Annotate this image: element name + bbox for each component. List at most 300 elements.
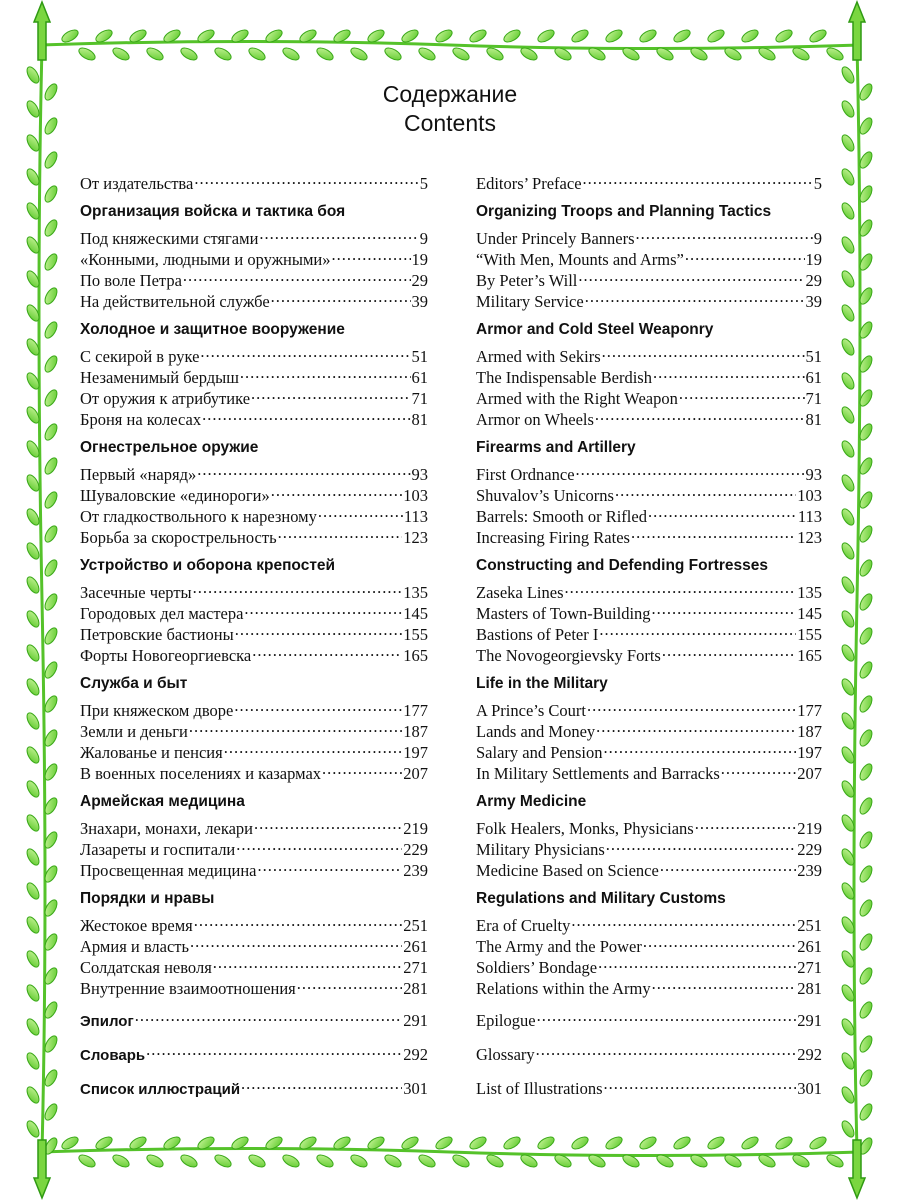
toc-entry-title: Словарь xyxy=(80,1047,146,1064)
leaf-icon xyxy=(145,1153,165,1170)
toc-entry-page: 9 xyxy=(419,229,428,248)
heading-title-en: Contents xyxy=(403,110,497,136)
toc-entry-title: Незаменимый бердыш xyxy=(80,368,239,387)
toc-entry[interactable] xyxy=(80,1005,428,1030)
leaf-icon xyxy=(840,541,857,561)
toc-entry-title: List of Illustrations xyxy=(476,1079,603,1098)
leader-dots xyxy=(189,716,402,737)
leaf-icon xyxy=(451,46,471,63)
leaf-icon xyxy=(570,1135,590,1152)
leaf-icon xyxy=(858,898,875,918)
leaf-icon xyxy=(43,558,60,578)
leaf-icon xyxy=(111,1153,131,1170)
leader-dots xyxy=(596,716,796,737)
toc-entry-title: От гладкоствольного к нарезному xyxy=(80,507,317,526)
leader-dots xyxy=(679,383,805,404)
toc-entry[interactable] xyxy=(80,813,428,838)
toc-entry-title: A Prince’s Court xyxy=(476,701,586,720)
leaf-icon xyxy=(858,728,875,748)
leaf-icon xyxy=(43,252,60,272)
toc-entry-page: 207 xyxy=(403,764,428,783)
leader-dots xyxy=(595,404,805,425)
leaf-icon xyxy=(825,46,845,63)
leaf-icon xyxy=(43,490,60,510)
toc-entry-title: Bastions of Peter I xyxy=(476,625,599,644)
leaf-icon xyxy=(706,28,726,45)
toc-entry-title: Жестокое время xyxy=(80,916,193,935)
toc-entry[interactable] xyxy=(476,813,822,838)
toc-entry[interactable] xyxy=(80,910,428,935)
leader-dots xyxy=(602,341,805,362)
leader-dots xyxy=(197,459,410,480)
toc-entry-title: Barrels: Smooth or Rifled xyxy=(476,507,647,526)
page-heading xyxy=(0,80,900,138)
toc-entry-page: 219 xyxy=(797,819,822,838)
toc-entry-page: 291 xyxy=(403,1011,428,1030)
toc-entry[interactable] xyxy=(476,695,822,720)
toc-entry-page: 19 xyxy=(805,250,822,269)
leaf-icon xyxy=(77,1153,97,1170)
leader-dots xyxy=(598,952,796,973)
leader-dots xyxy=(332,244,411,265)
leader-dots xyxy=(695,813,797,834)
toc-entry-title: Лазареты и госпитали xyxy=(80,840,236,859)
leaf-icon xyxy=(111,46,131,63)
leader-dots xyxy=(271,286,411,307)
leaf-icon xyxy=(25,949,42,969)
toc-entry-page: 155 xyxy=(403,625,428,644)
toc-entry-page: 187 xyxy=(403,722,428,741)
leaf-icon xyxy=(43,1102,60,1122)
toc-entry-page: 155 xyxy=(797,625,822,644)
toc-section-heading: Firearms and Artillery xyxy=(476,439,636,456)
toc-entry-page: 239 xyxy=(797,861,822,880)
leader-dots xyxy=(537,1005,797,1026)
leader-dots xyxy=(271,480,403,501)
toc-entry-page: 123 xyxy=(797,528,822,547)
toc-entry-title: От оружия к атрибутике xyxy=(80,389,251,408)
toc-entry-page: 103 xyxy=(797,486,822,505)
leader-dots xyxy=(297,973,402,994)
leaf-icon xyxy=(774,28,794,45)
toc-entry[interactable] xyxy=(80,168,428,193)
leader-dots xyxy=(603,737,796,758)
leader-dots xyxy=(648,501,797,522)
toc-entry-page: 207 xyxy=(797,764,822,783)
toc-entry-page: 51 xyxy=(411,347,428,366)
toc-section-heading: Organizing Troops and Planning Tactics xyxy=(476,203,772,220)
toc-entry[interactable] xyxy=(80,695,428,720)
leader-dots xyxy=(202,404,410,425)
toc-entry-page: 229 xyxy=(797,840,822,859)
toc-entry-page: 145 xyxy=(797,604,822,623)
leaf-icon xyxy=(858,1102,875,1122)
leaf-icon xyxy=(25,507,42,527)
leaf-icon xyxy=(25,983,42,1003)
leaf-icon xyxy=(43,218,60,238)
leader-dots xyxy=(241,1073,402,1094)
leaf-icon xyxy=(43,150,60,170)
leader-dots xyxy=(251,383,410,404)
toc-entry-page: 292 xyxy=(797,1045,822,1064)
leader-dots xyxy=(536,1039,797,1060)
toc-entry-title: Список иллюстраций xyxy=(80,1081,241,1098)
leaf-icon xyxy=(604,1135,624,1152)
leaf-icon xyxy=(434,28,454,45)
leader-dots xyxy=(615,480,796,501)
leader-dots xyxy=(660,855,796,876)
leaf-icon xyxy=(60,1135,80,1152)
leader-dots xyxy=(578,265,804,286)
leaf-icon xyxy=(840,473,857,493)
toc-entry[interactable] xyxy=(476,1039,822,1064)
leaf-icon xyxy=(43,320,60,340)
leader-dots xyxy=(193,577,403,598)
leaf-icon xyxy=(417,46,437,63)
toc-entry-title: Шуваловские «единороги» xyxy=(80,486,270,505)
leaf-icon xyxy=(485,46,505,63)
toc-entry-page: 9 xyxy=(813,229,822,248)
leaf-icon xyxy=(43,1068,60,1088)
leader-dots xyxy=(576,459,805,480)
leader-dots xyxy=(662,640,796,661)
toc-entry-title: Броня на колесах xyxy=(80,410,202,429)
toc-entry-title: Zaseka Lines xyxy=(476,583,564,602)
leaf-icon xyxy=(145,46,165,63)
toc-entry-page: 261 xyxy=(797,937,822,956)
leaf-icon xyxy=(858,1034,875,1054)
leaf-icon xyxy=(858,796,875,816)
toc-entry-title: Армия и власть xyxy=(80,937,190,956)
toc-entry-title: Внутренние взаимоотношения xyxy=(80,979,296,998)
leaf-icon xyxy=(808,28,828,45)
toc-entry-page: 5 xyxy=(419,174,428,193)
toc-entry-page: 39 xyxy=(411,292,428,311)
leaf-icon xyxy=(502,28,522,45)
leaf-icon xyxy=(315,46,335,63)
toc-section-heading: Army Medicine xyxy=(476,793,587,810)
leaf-icon xyxy=(25,711,42,731)
toc-entry-title: Просвещенная медицина xyxy=(80,861,257,880)
leader-dots xyxy=(318,501,403,522)
leaf-icon xyxy=(281,46,301,63)
leader-dots xyxy=(322,758,402,779)
leader-dots xyxy=(278,522,403,543)
leaf-icon xyxy=(858,626,875,646)
leader-dots xyxy=(653,362,805,383)
leaf-icon xyxy=(383,46,403,63)
toc-entry-title: In Military Settlements and Barracks xyxy=(476,764,720,783)
leaf-icon xyxy=(43,184,60,204)
leader-dots xyxy=(183,265,411,286)
toc-section-heading: Огнестрельное оружие xyxy=(80,439,259,456)
toc-entry-page: 197 xyxy=(403,743,428,762)
toc-entry-page: 281 xyxy=(797,979,822,998)
toc-entry-page: 71 xyxy=(411,389,428,408)
leader-dots xyxy=(721,758,796,779)
toc-entry-title: Masters of Town-Building xyxy=(476,604,651,623)
toc-entry-page: 39 xyxy=(805,292,822,311)
toc-entry-page: 61 xyxy=(805,368,822,387)
leaf-icon xyxy=(43,354,60,374)
leaf-icon xyxy=(858,694,875,714)
leader-dots xyxy=(135,1005,403,1026)
leaf-icon xyxy=(25,847,42,867)
leaf-icon xyxy=(840,303,857,323)
leaf-icon xyxy=(840,439,857,459)
toc-entry-page: 187 xyxy=(797,722,822,741)
toc-entry-title: Military Service xyxy=(476,292,584,311)
toc-entry-title: Relations within the Army xyxy=(476,979,651,998)
toc-entry[interactable] xyxy=(476,910,822,935)
leader-dots xyxy=(631,522,796,543)
leaf-icon xyxy=(281,1153,301,1170)
leaf-icon xyxy=(213,46,233,63)
toc-entry[interactable] xyxy=(80,577,428,602)
toc-entry-page: 292 xyxy=(403,1045,428,1064)
toc-entry-title: При княжеском дворе xyxy=(80,701,234,720)
toc-entry-page: 5 xyxy=(813,174,822,193)
leaf-icon xyxy=(858,966,875,986)
leaf-icon xyxy=(840,235,857,255)
toc-entry-page: 229 xyxy=(403,840,428,859)
leaf-icon xyxy=(840,201,857,221)
toc-entry-page: 219 xyxy=(403,819,428,838)
leaf-icon xyxy=(43,660,60,680)
leaf-icon xyxy=(25,643,42,663)
toc-entry-title: First Ordnance xyxy=(476,465,575,484)
toc-entry-page: 165 xyxy=(403,646,428,665)
toc-entry-title: Эпилог xyxy=(80,1013,134,1030)
leader-dots xyxy=(200,341,410,362)
toc-entry[interactable] xyxy=(476,459,822,484)
leader-dots xyxy=(146,1039,402,1060)
toc-entry-title: Петровские бастионы xyxy=(80,625,234,644)
leaf-icon xyxy=(25,881,42,901)
leader-dots xyxy=(244,598,402,619)
toc-entry-page: 123 xyxy=(403,528,428,547)
toc-entry-page: 165 xyxy=(797,646,822,665)
leaf-icon xyxy=(808,1135,828,1152)
toc-entry-title: Military Physicians xyxy=(476,840,605,859)
leaf-icon xyxy=(417,1153,437,1170)
leader-dots xyxy=(652,973,797,994)
leaf-icon xyxy=(840,507,857,527)
contents-column-en xyxy=(476,168,822,1098)
leaf-icon xyxy=(858,932,875,952)
toc-entry-page: 135 xyxy=(403,583,428,602)
leaf-icon xyxy=(638,1135,658,1152)
toc-entry-page: 29 xyxy=(805,271,822,290)
leaf-icon xyxy=(383,1153,403,1170)
leaf-icon xyxy=(247,1153,267,1170)
leaf-icon xyxy=(43,388,60,408)
leader-dots xyxy=(652,598,797,619)
toc-entry-page: 71 xyxy=(805,389,822,408)
toc-entry-title: Increasing Firing Rates xyxy=(476,528,630,547)
leader-dots xyxy=(213,952,402,973)
toc-entry-page: 251 xyxy=(797,916,822,935)
toc-entry-title: Under Princely Banners xyxy=(476,229,635,248)
leaf-icon xyxy=(858,1000,875,1020)
toc-entry-page: 93 xyxy=(805,465,822,484)
leaf-icon xyxy=(43,592,60,612)
leaf-icon xyxy=(858,762,875,782)
leader-dots xyxy=(259,223,418,244)
leaf-icon xyxy=(638,28,658,45)
leader-dots xyxy=(587,695,796,716)
leaf-icon xyxy=(43,286,60,306)
leaf-icon xyxy=(840,405,857,425)
leader-dots xyxy=(194,910,403,931)
toc-entry-title: Земли и деньги xyxy=(80,722,188,741)
toc-entry-title: The Army and the Power xyxy=(476,937,642,956)
leader-dots xyxy=(252,640,402,661)
leaf-icon xyxy=(25,1119,42,1139)
leader-dots xyxy=(235,619,403,640)
toc-entry-page: 197 xyxy=(797,743,822,762)
leaf-icon xyxy=(247,46,267,63)
leaf-icon xyxy=(25,813,42,833)
toc-entry[interactable] xyxy=(80,223,428,248)
leader-dots xyxy=(234,695,402,716)
leaf-icon xyxy=(400,1135,420,1152)
leaf-icon xyxy=(858,864,875,884)
leaf-icon xyxy=(840,337,857,357)
toc-entry[interactable] xyxy=(476,1073,822,1098)
toc-entry-page: 177 xyxy=(403,701,428,720)
toc-entry-title: The Indispensable Berdish xyxy=(476,368,652,387)
toc-entry-title: Жалованье и пенсия xyxy=(80,743,223,762)
toc-entry-page: 271 xyxy=(797,958,822,977)
leaf-icon xyxy=(858,592,875,612)
leaf-icon xyxy=(25,915,42,935)
leaf-icon xyxy=(25,745,42,765)
leaf-icon xyxy=(60,28,80,45)
leaf-icon xyxy=(25,609,42,629)
leaf-icon xyxy=(25,1017,42,1037)
leaf-icon xyxy=(451,1153,471,1170)
contents-column-ru xyxy=(80,168,428,1098)
leaf-icon xyxy=(43,524,60,544)
leaf-icon xyxy=(740,1135,760,1152)
toc-entry[interactable] xyxy=(476,168,822,193)
toc-entry-title: Folk Healers, Monks, Physicians xyxy=(476,819,694,838)
leader-dots xyxy=(636,223,813,244)
toc-entry-title: Первый «наряд» xyxy=(80,465,197,484)
leader-dots xyxy=(190,931,402,952)
toc-entry[interactable] xyxy=(476,1005,822,1030)
leaf-icon xyxy=(400,28,420,45)
toc-entry-page: 291 xyxy=(797,1011,822,1030)
toc-section-heading: Life in the Military xyxy=(476,675,608,692)
heading-title-ru: Содержание xyxy=(382,81,518,107)
toc-entry-title: Epilogue xyxy=(476,1011,536,1030)
toc-entry-title: The Novogeorgievsky Forts xyxy=(476,646,661,665)
toc-entry-page: 239 xyxy=(403,861,428,880)
toc-entry[interactable] xyxy=(80,1039,428,1064)
toc-entry-title: Форты Новогеоргиевска xyxy=(80,646,252,665)
toc-entry-page: 113 xyxy=(403,507,428,526)
toc-section-heading: Порядки и нравы xyxy=(80,890,215,907)
leaf-icon xyxy=(604,28,624,45)
toc-entry-title: По воле Петра xyxy=(80,271,182,290)
toc-entry-title: Под княжескими стягами xyxy=(80,229,259,248)
toc-section-heading: Холодное и защитное вооружение xyxy=(80,321,345,338)
toc-entry-page: 251 xyxy=(403,916,428,935)
toc-entry-page: 177 xyxy=(797,701,822,720)
leaf-icon xyxy=(570,28,590,45)
leaf-icon xyxy=(858,660,875,680)
toc-entry-page: 261 xyxy=(403,937,428,956)
toc-entry-title: Salary and Pension xyxy=(476,743,603,762)
toc-entry-page: 135 xyxy=(797,583,822,602)
toc-entry-title: Знахари, монахи, лекари xyxy=(80,819,254,838)
toc-entry[interactable] xyxy=(80,459,428,484)
toc-section-heading: Regulations and Military Customs xyxy=(476,890,726,907)
leaf-icon xyxy=(858,830,875,850)
toc-entry-page: 271 xyxy=(403,958,428,977)
leader-dots xyxy=(585,286,805,307)
leaf-icon xyxy=(25,1085,42,1105)
leaf-icon xyxy=(858,558,875,578)
leaf-icon xyxy=(315,1153,335,1170)
toc-entry-title: Era of Cruelty xyxy=(476,916,571,935)
leader-dots xyxy=(685,244,805,265)
leaf-icon xyxy=(485,1153,505,1170)
toc-entry-page: 113 xyxy=(797,507,822,526)
toc-entry-title: Засечные черты xyxy=(80,583,192,602)
toc-entry-title: С секирой в руке xyxy=(80,347,200,366)
leader-dots xyxy=(583,168,813,189)
toc-entry-title: Soldiers’ Bondage xyxy=(476,958,598,977)
leaf-icon xyxy=(825,1153,845,1170)
toc-entry-title: В военных поселениях и казармах xyxy=(80,764,322,783)
toc-entry-title: Борьба за скорострельность xyxy=(80,528,277,547)
toc-entry[interactable] xyxy=(476,341,822,366)
leaf-icon xyxy=(43,456,60,476)
leader-dots xyxy=(606,834,796,855)
leaf-icon xyxy=(25,677,42,697)
toc-entry-page: 19 xyxy=(411,250,428,269)
toc-entry-page: 301 xyxy=(403,1079,428,1098)
toc-entry-title: Medicine Based on Science xyxy=(476,861,659,880)
leaf-icon xyxy=(840,371,857,391)
toc-entry[interactable] xyxy=(476,223,822,248)
leaf-icon xyxy=(840,575,857,595)
toc-entry-title: От издательства xyxy=(80,174,194,193)
leaf-icon xyxy=(502,1135,522,1152)
toc-entry[interactable] xyxy=(476,577,822,602)
toc-entry-page: 61 xyxy=(411,368,428,387)
leaf-icon xyxy=(740,28,760,45)
toc-entry-title: “With Men, Mounts and Arms” xyxy=(476,250,684,269)
leaf-icon xyxy=(840,609,857,629)
leaf-icon xyxy=(179,1153,199,1170)
leaf-icon xyxy=(349,1153,369,1170)
toc-entry-title: Glossary xyxy=(476,1045,535,1064)
toc-entry[interactable] xyxy=(80,341,428,366)
leader-dots xyxy=(224,737,403,758)
leaf-icon xyxy=(468,28,488,45)
toc-entry-page: 81 xyxy=(411,410,428,429)
leader-dots xyxy=(599,619,796,640)
leaf-icon xyxy=(840,167,857,187)
toc-entry[interactable] xyxy=(80,1073,428,1098)
leaf-icon xyxy=(536,28,556,45)
toc-entry-title: Editors’ Preface xyxy=(476,174,582,193)
toc-entry-page: 51 xyxy=(805,347,822,366)
